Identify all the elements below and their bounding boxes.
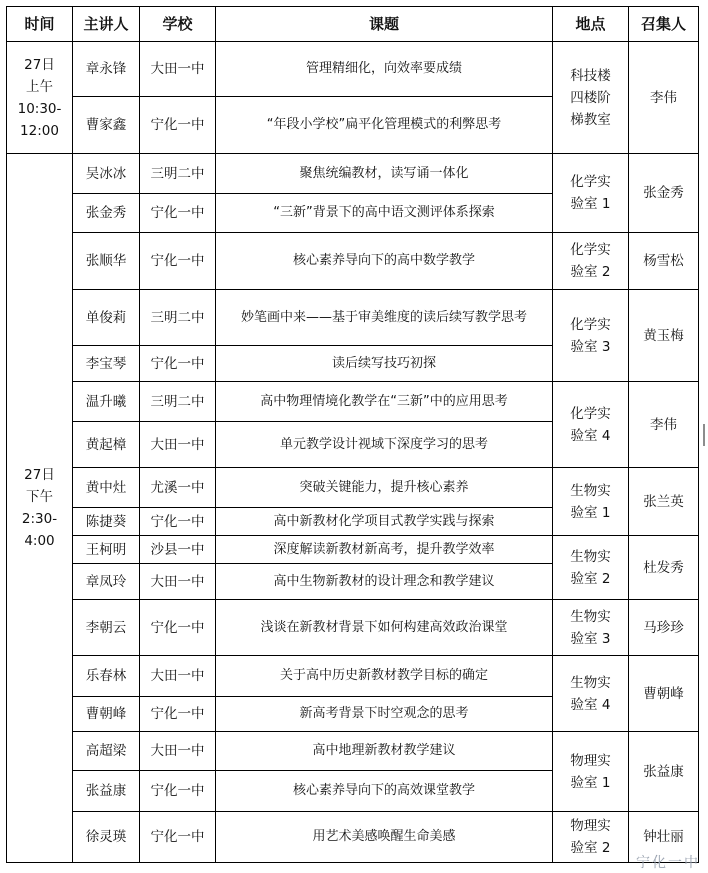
location-cell: 生物实 验室 1 xyxy=(553,468,629,536)
scrollbar-marker xyxy=(703,424,705,446)
table-row xyxy=(7,233,699,290)
topic-cell: “三新”背景下的高中语文测评体系探索 xyxy=(216,194,553,233)
school-cell: 大田一中 xyxy=(140,422,216,468)
header-location: 地点 xyxy=(553,7,629,42)
table-row xyxy=(7,290,699,346)
header-convener: 召集人 xyxy=(629,7,699,42)
time-slot-cell: 27日 上午 10:30- 12:00 xyxy=(7,42,73,154)
school-cell: 宁化一中 xyxy=(140,233,216,290)
header-topic: 课题 xyxy=(216,7,553,42)
school-cell: 大田一中 xyxy=(140,732,216,771)
convener-cell: 李伟 xyxy=(629,42,699,154)
school-cell: 宁化一中 xyxy=(140,812,216,863)
speaker-cell: 张顺华 xyxy=(73,233,140,290)
speaker-cell: 张益康 xyxy=(73,771,140,812)
speaker-cell: 徐灵瑛 xyxy=(73,812,140,863)
speaker-cell: 陈捷葵 xyxy=(73,508,140,536)
speaker-cell: 李宝琴 xyxy=(73,346,140,382)
speaker-cell: 王柯明 xyxy=(73,536,140,564)
school-cell: 宁化一中 xyxy=(140,508,216,536)
topic-cell: 深度解读新教材新高考，提升教学效率 xyxy=(216,536,553,564)
schedule-table xyxy=(6,6,699,863)
school-cell: 大田一中 xyxy=(140,564,216,600)
topic-cell: 管理精细化，向效率要成绩 xyxy=(216,42,553,97)
watermark: 宁化一中 xyxy=(636,855,700,871)
convener-cell: 李伟 xyxy=(629,382,699,468)
school-cell: 宁化一中 xyxy=(140,600,216,656)
convener-cell: 杜发秀 xyxy=(629,536,699,600)
header-time: 时间 xyxy=(7,7,73,42)
convener-cell: 曹朝峰 xyxy=(629,656,699,732)
table-row xyxy=(7,382,699,422)
header-speaker: 主讲人 xyxy=(73,7,140,42)
topic-cell: 用艺术美感唤醒生命美感 xyxy=(216,812,553,863)
speaker-cell: 黄中灶 xyxy=(73,468,140,508)
header-row xyxy=(7,7,699,42)
school-cell: 宁化一中 xyxy=(140,194,216,233)
table-row xyxy=(7,536,699,564)
time-slot-cell: 27日 下午 2:30- 4:00 xyxy=(7,154,73,863)
speaker-cell: 曹朝峰 xyxy=(73,697,140,732)
topic-cell: 高中新教材化学项目式教学实践与探索 xyxy=(216,508,553,536)
location-cell: 科技楼 四楼阶 梯教室 xyxy=(553,42,629,154)
table-row xyxy=(7,812,699,863)
topic-cell: 突破关键能力，提升核心素养 xyxy=(216,468,553,508)
topic-cell: 妙笔画中来——基于审美维度的读后续写教学思考 xyxy=(216,290,553,346)
speaker-cell: 吴冰冰 xyxy=(73,154,140,194)
convener-cell: 张益康 xyxy=(629,732,699,812)
school-cell: 沙县一中 xyxy=(140,536,216,564)
school-cell: 三明二中 xyxy=(140,154,216,194)
speaker-cell: 乐春林 xyxy=(73,656,140,697)
speaker-cell: 黄起樟 xyxy=(73,422,140,468)
topic-cell: 高中物理情境化教学在“三新”中的应用思考 xyxy=(216,382,553,422)
table-row xyxy=(7,154,699,194)
convener-cell: 钟壮丽 xyxy=(629,812,699,863)
topic-cell: 核心素养导向下的高中数学教学 xyxy=(216,233,553,290)
location-cell: 物理实 验室 2 xyxy=(553,812,629,863)
school-cell: 宁化一中 xyxy=(140,697,216,732)
convener-cell: 杨雪松 xyxy=(629,233,699,290)
location-cell: 化学实 验室 4 xyxy=(553,382,629,468)
school-cell: 宁化一中 xyxy=(140,771,216,812)
topic-cell: 新高考背景下时空观念的思考 xyxy=(216,697,553,732)
convener-cell: 黄玉梅 xyxy=(629,290,699,382)
topic-cell: 单元教学设计视域下深度学习的思考 xyxy=(216,422,553,468)
topic-cell: 浅谈在新教材背景下如何构建高效政治课堂 xyxy=(216,600,553,656)
school-cell: 大田一中 xyxy=(140,42,216,97)
school-cell: 尤溪一中 xyxy=(140,468,216,508)
speaker-cell: 李朝云 xyxy=(73,600,140,656)
topic-cell: 高中生物新教材的设计理念和教学建议 xyxy=(216,564,553,600)
speaker-cell: 温升曦 xyxy=(73,382,140,422)
topic-cell: 读后续写技巧初探 xyxy=(216,346,553,382)
location-cell: 化学实 验室 1 xyxy=(553,154,629,233)
location-cell: 生物实 验室 2 xyxy=(553,536,629,600)
speaker-cell: 单俊莉 xyxy=(73,290,140,346)
topic-cell: “年段小学校”扁平化管理模式的利弊思考 xyxy=(216,97,553,154)
speaker-cell: 章永锋 xyxy=(73,42,140,97)
table-row xyxy=(7,468,699,508)
header-school: 学校 xyxy=(140,7,216,42)
table-row xyxy=(7,600,699,656)
convener-cell: 马珍珍 xyxy=(629,600,699,656)
topic-cell: 核心素养导向下的高效课堂教学 xyxy=(216,771,553,812)
location-cell: 化学实 验室 2 xyxy=(553,233,629,290)
location-cell: 生物实 验室 3 xyxy=(553,600,629,656)
topic-cell: 聚焦统编教材，读写诵一体化 xyxy=(216,154,553,194)
school-cell: 大田一中 xyxy=(140,656,216,697)
school-cell: 宁化一中 xyxy=(140,97,216,154)
school-cell: 三明二中 xyxy=(140,382,216,422)
location-cell: 化学实 验室 3 xyxy=(553,290,629,382)
convener-cell: 张金秀 xyxy=(629,154,699,233)
location-cell: 生物实 验室 4 xyxy=(553,656,629,732)
school-cell: 宁化一中 xyxy=(140,346,216,382)
speaker-cell: 曹家鑫 xyxy=(73,97,140,154)
location-cell: 物理实 验室 1 xyxy=(553,732,629,812)
speaker-cell: 章凤玲 xyxy=(73,564,140,600)
topic-cell: 关于高中历史新教材教学目标的确定 xyxy=(216,656,553,697)
table-row xyxy=(7,656,699,697)
speaker-cell: 张金秀 xyxy=(73,194,140,233)
convener-cell: 张兰英 xyxy=(629,468,699,536)
speaker-cell: 高超梁 xyxy=(73,732,140,771)
table-row xyxy=(7,42,699,97)
topic-cell: 高中地理新教材教学建议 xyxy=(216,732,553,771)
school-cell: 三明二中 xyxy=(140,290,216,346)
table-row xyxy=(7,732,699,771)
